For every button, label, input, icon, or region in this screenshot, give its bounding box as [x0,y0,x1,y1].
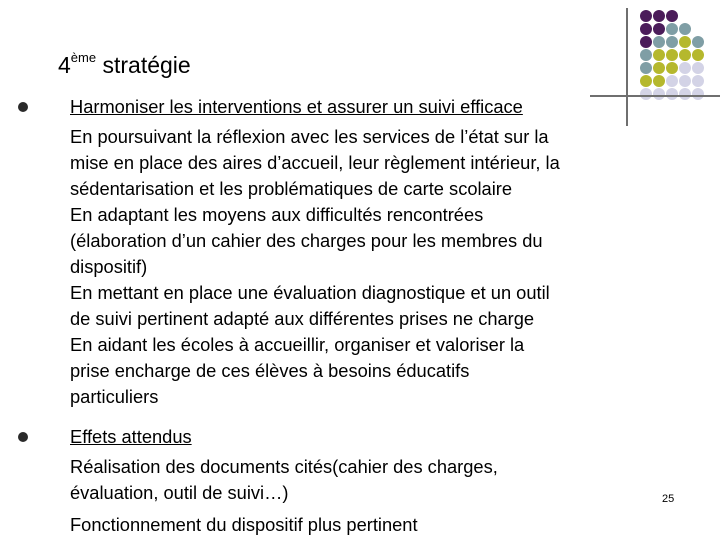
bullet2-body [70,454,690,538]
body-line: de suivi pertinent adapté aux différentes prises ne charge [70,308,535,329]
body-line: (élaboration d’un cahier des charges pour les membres du [70,230,543,251]
slide-title [58,52,191,79]
decorative-dot [692,75,704,87]
title-number: 4 [58,52,71,78]
bullet1-body [70,124,690,410]
decorative-dot [679,49,691,61]
body-line: particuliers [70,386,159,407]
body-line: évaluation, outil de suivi…) [70,482,289,503]
decorative-dot [666,23,678,35]
decorative-dot [666,36,678,48]
page-number: 25 [662,493,675,505]
decorative-dot [640,36,652,48]
body-line: Réalisation des documents cités(cahier des charges, [70,456,498,477]
decorative-dot [653,75,665,87]
decorative-dot [679,62,691,74]
decorative-dot [692,62,704,74]
decorative-dot [666,75,678,87]
decorative-dot [679,23,691,35]
decorative-dot [653,23,665,35]
decorative-dot [653,62,665,74]
decorative-dot [679,36,691,48]
bullet-heading-harmoniser: Harmoniser les interventions et assurer un suivi efficace [70,96,523,117]
decorative-dot [666,62,678,74]
decorative-dot [692,88,704,100]
bullet-dot-2 [18,432,28,442]
bullet-heading-effets: Effets attendus [70,426,192,447]
body-line: dispositif) [70,256,148,277]
decorative-dot [640,23,652,35]
decorative-dot [640,75,652,87]
body-line: sédentarisation et les problématiques de carte scolaire [70,178,513,199]
bullet-dot-1 [18,102,28,112]
body-line: En mettant en place une évaluation diagnostique et un outil [70,282,550,303]
decorative-dot [653,10,665,22]
body-line: En aidant les écoles à accueillir, organiser et valoriser la [70,334,525,355]
decorative-dot [640,62,652,74]
decorative-dot [679,75,691,87]
decorative-dot [640,10,652,22]
decorative-dot [640,49,652,61]
body-line: mise en place des aires d’accueil, leur règlement intérieur, la [70,152,560,173]
decorative-dot [653,49,665,61]
decorative-dot [666,49,678,61]
body-line: Fonctionnement du dispositif plus pertinent [70,514,418,535]
body-line: En poursuivant la réflexion avec les services de l’état sur la [70,126,549,147]
body-line: prise encharge de ces élèves à besoins éducatifs [70,360,470,381]
title-word: stratégie [96,52,191,78]
decorative-dot [653,36,665,48]
body-line: En adaptant les moyens aux difficultés rencontrées [70,204,484,225]
decorative-dot [692,36,704,48]
decorative-dot [692,49,704,61]
decorative-dot [666,10,678,22]
title-superscript: ème [70,50,97,65]
